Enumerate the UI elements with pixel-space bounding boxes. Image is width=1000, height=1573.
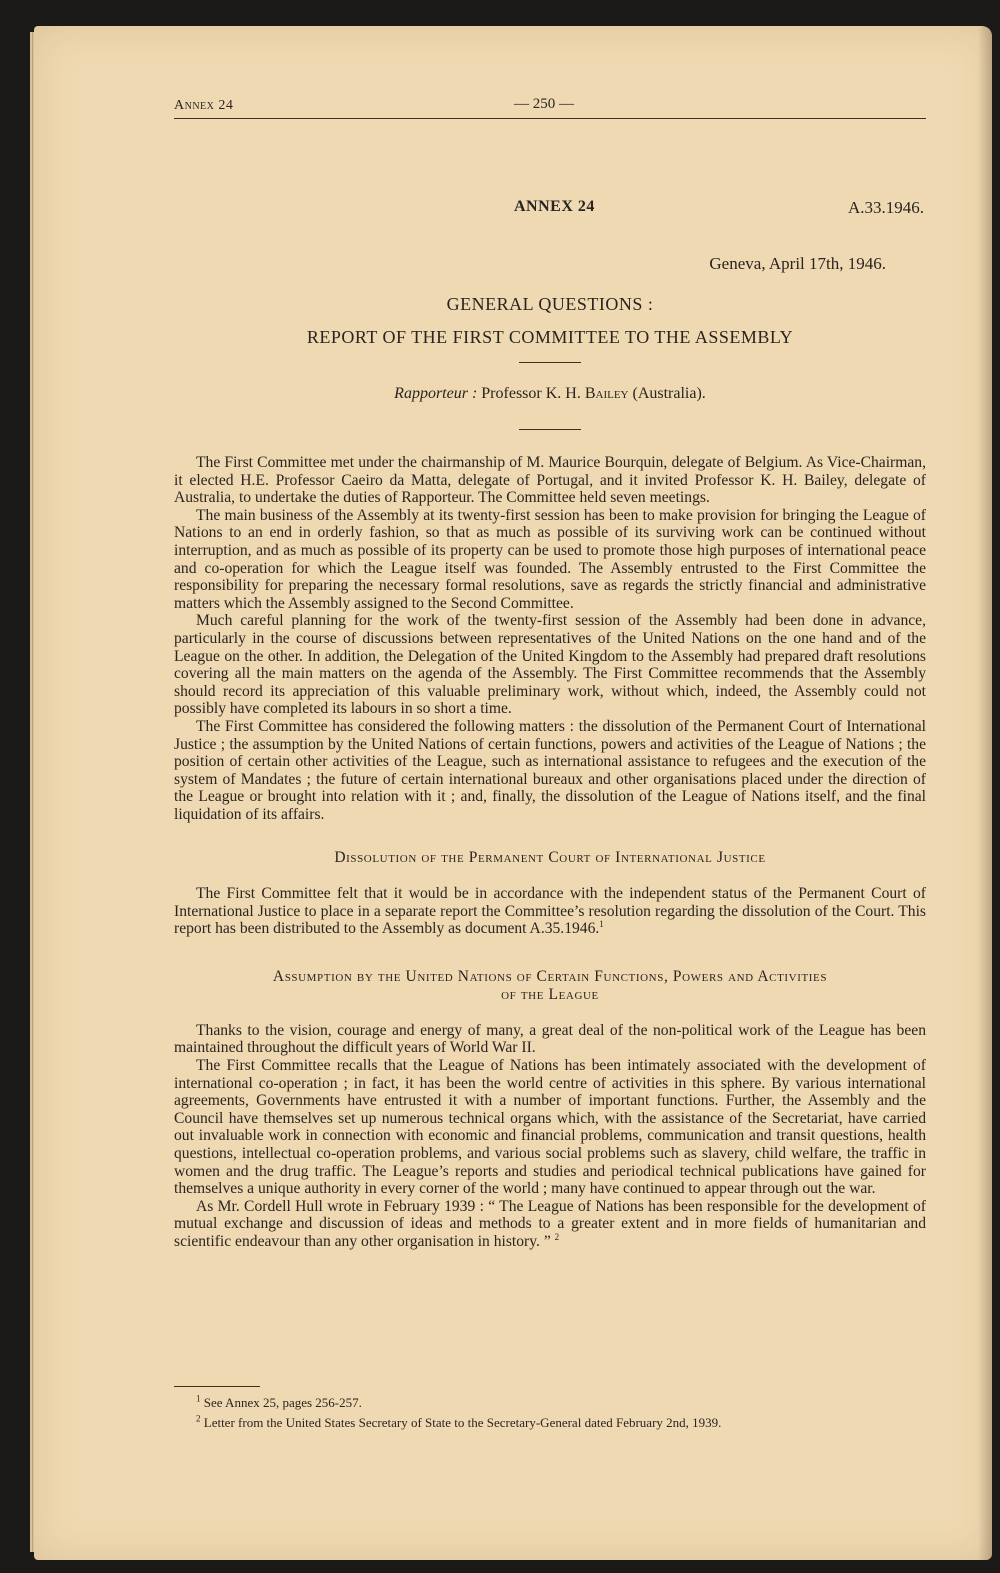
footnote-1-number: 1: [196, 1393, 201, 1404]
rapporteur-line: [174, 385, 926, 403]
section2-heading-line-1: Assumption by the United Nations of Certain Functions, Powers and Activities: [272, 967, 828, 985]
section-heading-assumption: [174, 968, 926, 1004]
date-line: Geneva, April 17th, 1946.: [709, 254, 886, 273]
footnote-rule: [174, 1386, 260, 1387]
section2-paragraph-2: The First Committee recalls that the League of Nations has been intimately associated with the development of international co-operation ; in fact, it has been the world centre of activities in this sphere. By various international agreements, Governments have entrusted it with a number of important functions. Further, the Assembly and the Council have themselves set up numerous technical organs which, with the assistance of the Secretariat, have carried out invaluable work in connection with economic and financial problems, communication and transit questions, health questions, intellectual co-operation problems, and various social problems such as slavery, child welfare, the traffic in women and the drug traffic. The League’s reports and studies and periodical technical publications have gained for themselves a unique authority in every corner of the world ; many have continued to appear through out the war.: [174, 1057, 926, 1198]
footnote-2-number: 2: [196, 1413, 201, 1424]
binding-shadow: [978, 26, 992, 1560]
title-rule: [519, 362, 581, 363]
document-code: A.33.1946.: [847, 198, 924, 217]
footnote-ref-2: 2: [554, 1231, 560, 1242]
section1-text: The First Committee felt that it would be in accordance with the independent status of the Permanent Court of International Justice to place in a separate report the Committee’s resolution regarding the dissolution of the Court. This report has been distributed to the Assembly as document A.35.1946.: [174, 885, 926, 938]
section1-paragraph: [174, 885, 926, 938]
quote-text: As Mr. Cordell Hull wrote in February 1939 : “ The League of Nations has been responsible for the development of mutual exchange and discussion of ideas and methods to a greater extent and in more fields of humanitarian and scientific endeavour than any other organisation in history. ”: [174, 1197, 926, 1250]
rapporteur-rule: [519, 429, 581, 430]
footnote-2-text: Letter from the United States Secretary of State to the Secretary-General dated February 2nd, 1939.: [203, 1415, 722, 1430]
footnote-ref-1: 1: [599, 919, 604, 930]
title-line-2: REPORT OF THE FIRST COMMITTEE TO THE ASSEMBLY: [306, 327, 794, 347]
document-page: [34, 26, 992, 1560]
annex-title: ANNEX 24: [514, 198, 595, 215]
report-body: [174, 454, 926, 1251]
rapporteur-name: Bailey: [584, 385, 629, 402]
rapporteur-suffix: (Australia).: [632, 385, 706, 402]
rapporteur-label: Rapporteur :: [394, 385, 478, 402]
section2-quote-paragraph: [174, 1198, 926, 1251]
intro-paragraph-4: The First Committee has considered the following matters : the dissolution of the Permanent Court of International Justice ; the assumption by the United Nations of certain functions, powers and activities of the League of Nations ; the position of certain other activities of the League, such as international assistance to refugees and the execution of the system of Mandates ; the future of certain international bureaux and other organisations placed under the direction of the League or brought into relation with it ; and, finally, the dissolution of the League of Nations itself, and the final liquidation of its affairs.: [174, 717, 926, 823]
intro-paragraph-1: The First Committee met under the chairmanship of M. Maurice Bourquin, delegate of Belgium. As Vice-Chairman, it elected H.E. Professor Caeiro da Matta, delegate of Portugal, and it invited Professor K. H. Bailey, delegate of Australia, to undertake the duties of Rapporteur. The Committee held seven meetings.: [174, 454, 926, 507]
title-line-1: GENERAL QUESTIONS :: [446, 294, 654, 314]
section-heading-dissolution-court: Dissolution of the Permanent Court of International Justice: [334, 849, 766, 867]
section2-heading-line-2: of the League: [501, 985, 599, 1003]
running-head: [174, 96, 926, 119]
footnote-1: [174, 1393, 926, 1413]
title-block: [174, 294, 926, 430]
running-head-annex: Annex 24: [174, 98, 234, 113]
intro-paragraph-3: Much careful planning for the work of the twenty-first session of the Assembly had been done in advance, particularly in the course of discussions between representatives of the United Nations on the one hand and of the League on the other. In addition, the Delegation of the United Kingdom to the Assembly had prepared draft resolutions covering all the main matters on the agenda of the Assembly. The First Committee recommends that the Assembly should record its appreciation of this valuable preliminary work, without which, indeed, the Assembly could not possibly have completed its labours in so short a time.: [174, 612, 926, 718]
footnote-1-text: See Annex 25, pages 256-257.: [203, 1395, 362, 1410]
footnotes: [174, 1386, 926, 1433]
annex-header: [174, 198, 926, 220]
rapporteur-prefix: Professor K. H.: [481, 385, 581, 402]
section2-paragraph-1: Thanks to the vision, courage and energy of many, a great deal of the non-political work of the League has been maintained throughout the difficult years of World War II.: [174, 1021, 926, 1057]
intro-paragraph-2: The main business of the Assembly at its twenty-first session has been to make provision for bringing the League of Nations to an end in orderly fashion, so that as much as possible of its surviving work can be continued without interruption, and as much as possible of its property can be used to promote those high purposes of international peace and co-operation for which the League itself was founded. The Assembly entrusted to the First Committee the responsibility for preparing the necessary formal resolutions, save as regards the strictly financial and administrative matters which the Assembly assigned to the Second Committee.: [174, 506, 926, 612]
footnote-2: [174, 1413, 926, 1433]
page-number: — 250 —: [514, 96, 574, 112]
